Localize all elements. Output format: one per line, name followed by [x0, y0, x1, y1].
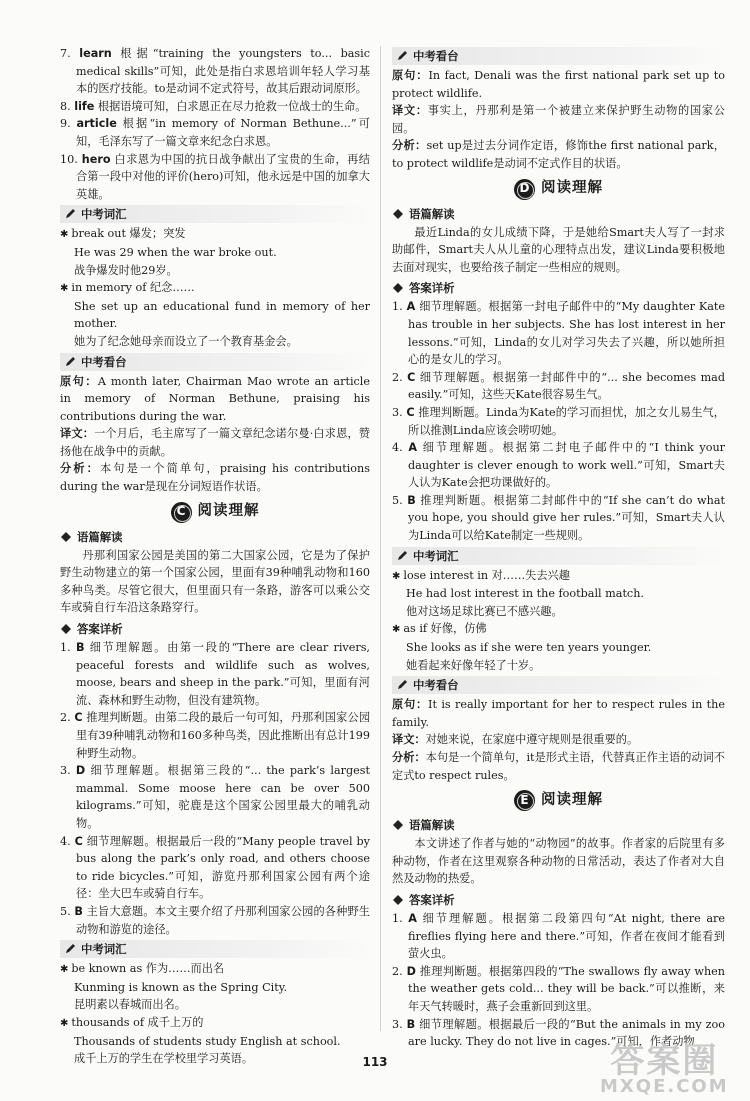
explanation-text: 根据“in memory of Norman Bethune...”可知，毛泽东写了一篇文章来纪念白求恩。: [76, 117, 370, 148]
passage-summary: 本文讲述了作者与她的“动物园”的故事。作者家的后院里有多种动物，作者在这里观察各种动物的日常活动，表达了作者对大自然及动物的热爱。: [392, 837, 725, 886]
answer-item: [60, 903, 370, 938]
pen-icon: [64, 943, 76, 955]
example-english: Kunming is known as the Spring City.: [74, 980, 288, 994]
vocab-term-text: be known as 作为……而出名: [71, 962, 225, 976]
section-title: 阅读理解: [541, 180, 603, 197]
example-chinese: 她看起来好像年轻了十岁。: [406, 658, 541, 672]
answer-key: B: [406, 1017, 416, 1031]
asterisk-icon: ✱: [60, 1017, 69, 1029]
answer-key: C: [74, 711, 83, 725]
answer-item: [392, 910, 725, 963]
answer-item: [392, 298, 725, 368]
explanation-text: 细节理解题。根据最后一段的“Many people travel by bus along the park’s only road, and others choose to ride bicycles.”可知，游览丹那利国家公园有两个途径：坐大巴车或骑自行车。: [76, 834, 370, 901]
item-number: 7.: [60, 47, 71, 60]
passage-summary: 丹那利国家公园是美国的第二大国家公园，它是为了保护野生动物建立的第一个国家公园，里面有39种哺乳动物和160多种鸟类。尽管它很大，但里面只有一条路，游客可以乘公交车或骑自行车沿这条路穿行。: [60, 548, 370, 615]
page-number: 113: [362, 1055, 388, 1069]
vocab-term-text: lose interest in 对……失去兴趣: [403, 568, 570, 582]
answer-key: hero: [81, 152, 111, 166]
column-divider: [380, 46, 381, 1031]
item-number: 9.: [60, 117, 71, 131]
original-sentence: 原句：It is really important for her to respect rules in the family.: [392, 698, 725, 729]
watermark: [600, 1041, 729, 1097]
asterisk-icon: ✱: [60, 229, 69, 241]
example-english: He had lost interest in the football match.: [406, 587, 644, 601]
translation: 译文：对她来说，在家庭中遵守规则是很重要的。: [392, 733, 639, 747]
item-number: 3.: [392, 405, 403, 419]
answers-heading: 答案详析: [60, 620, 370, 638]
analysis: 分析：本句是一个简单句，it是形式主语，代替真正作主语的动词不定式to respect rules。: [392, 751, 725, 782]
example-english: He was 29 when the war broke out.: [74, 245, 277, 259]
answer-item: [392, 963, 725, 1016]
explanation-text: 根据“training the youngsters to... basic medical skills”可知，此处是指白求恩培训年轻人学习基本的医疗技能。to是动词不定式符号，故其后跟动词原形。: [76, 47, 370, 96]
item-number: 4.: [60, 834, 71, 848]
watermark-logo-text: 答案圈: [610, 1041, 719, 1081]
item-number: 2.: [392, 370, 403, 384]
diamond-icon: [392, 819, 404, 831]
answer-item: [60, 762, 370, 832]
vocab-term-text: as if 好像，仿佛: [403, 622, 487, 636]
explanation-text: 根据语境可知，白求恩正在尽力抢救一位战士的生命。: [94, 99, 367, 113]
example-chinese: 她为了纪念她母亲而设立了一个教育基金会。: [74, 334, 298, 348]
translation: 译文：事实上，丹那利是第一个被建立来保护野生动物的国家公园。: [392, 104, 725, 135]
section-c-header: [60, 502, 370, 523]
analysis: 分析：set up是过去分词作定语，修饰the first national park，to protect wildlife是动词不定式作目的状语。: [392, 139, 725, 170]
original-sentence: 原句：A month later, Chairman Mao wrote an article in memory of Norman Bethune, praising his contributions during the war.: [60, 374, 370, 423]
example-english: Thousands of students study English at school.: [74, 1034, 341, 1048]
explanation-text: 白求恩为中国的抗日战争献出了宝贵的生命，再结合第一段中对他的评价(hero)可知，他永远是中国的加拿大英雄。: [76, 152, 370, 201]
answer-item: [60, 45, 370, 98]
explanation-text: 细节理解题。根据第二封电子邮件中的“I think your daughter is clever enough to work well.”可知，Smart夫人认为Kate会把功课做好的。: [408, 441, 725, 490]
focus-heading: 中考看台: [392, 676, 725, 694]
vocab-heading: 中考词汇: [392, 547, 725, 565]
answer-key: life: [74, 99, 95, 113]
diamond-icon: [60, 623, 72, 635]
vocab-term: [60, 279, 370, 298]
summary-heading: 语篇解读: [60, 528, 370, 546]
answers-heading: 答案详析: [392, 891, 725, 909]
item-number: 8.: [60, 99, 71, 113]
item-number: 2.: [60, 711, 71, 725]
answer-key: D: [75, 764, 86, 778]
explanation-text: 细节理解题。根据第一封邮件中的“... she becomes mad easily.”可知，这些天Kate很容易生气。: [408, 370, 726, 402]
answer-item: [60, 151, 370, 204]
asterisk-icon: ✱: [60, 964, 69, 976]
section-d-header: [392, 179, 725, 200]
example-chinese: 成千上万的学生在学校里学习英语。: [74, 1052, 254, 1066]
vocab-term: [60, 1014, 370, 1033]
asterisk-icon: ✱: [392, 570, 401, 582]
item-number: 1.: [60, 641, 71, 655]
example-chinese: 昆明素以春城而出名。: [74, 998, 186, 1012]
vocab-term: [392, 620, 725, 639]
section-letter-badge: E: [514, 790, 535, 811]
answer-item: [60, 115, 370, 150]
asterisk-icon: ✱: [60, 283, 69, 295]
explanation-text: 主旨大意题。本文主要介绍了丹那利国家公园的各种野生动物和游览的途径。: [76, 904, 370, 936]
pen-icon: [64, 356, 76, 368]
answer-item: [60, 709, 370, 762]
focus-heading: 中考看台: [60, 353, 370, 371]
answer-item: [392, 439, 725, 492]
diamond-icon: [392, 894, 404, 906]
answer-item: [392, 492, 725, 545]
answer-key: B: [74, 904, 83, 918]
asterisk-icon: ✱: [392, 624, 401, 636]
section-letter-badge: C: [171, 502, 192, 523]
focus-heading: 中考看台: [392, 47, 725, 65]
explanation-text: 推理判断题。根据第四段的“The swallows fly away when the weather gets cold... they will be back.”可以推断，来年天气转暖时，燕子会重新回到这里。: [408, 964, 725, 1013]
vocab-term-text: in memory of 纪念……: [71, 281, 195, 295]
answer-key: A: [408, 911, 417, 925]
item-number: 3.: [392, 1017, 403, 1031]
example-chinese: 他对这场足球比赛已不感兴趣。: [406, 604, 563, 618]
example-chinese: 战争爆发时他29岁。: [74, 263, 178, 277]
example-english: She set up an educational fund in memory of her mother.: [74, 299, 370, 331]
pen-icon: [396, 550, 408, 562]
section-letter-badge: D: [514, 179, 535, 200]
vocab-heading: 中考词汇: [60, 205, 370, 223]
item-number: 1.: [392, 300, 403, 314]
section-title: 阅读理解: [541, 791, 603, 808]
answer-item: [60, 639, 370, 709]
example-english: She looks as if she were ten years younger.: [406, 641, 652, 655]
answer-key: learn: [79, 47, 112, 60]
explanation-text: 推理判断题。Linda为Kate的学习而担忧，加之女儿易生气，所以推测Linda应该会唠叨她。: [408, 405, 725, 437]
item-number: 5.: [392, 493, 403, 507]
explanation-text: 细节理解题。根据第一封电子邮件中的“My daughter Kate has trouble in her subjects. She has lost interest in her lessons.”可知，Linda的女儿对学习失去了兴趣，所以她所担心的是女儿的学习。: [408, 300, 725, 367]
answers-heading: 答案详析: [392, 279, 725, 297]
original-sentence: 原句：In fact, Denali was the first national park set up to protect wildlife.: [392, 69, 725, 100]
diamond-icon: [392, 282, 404, 294]
explanation-text: 细节理解题。根据第二段第四句“At night, there are fireflies flying here and there.”可知，作者在夜间才能看到萤火虫。: [408, 911, 725, 961]
answer-key: C: [74, 834, 83, 848]
answer-key: article: [76, 117, 117, 131]
answer-key: C: [407, 370, 416, 384]
vocab-term-text: thousands of 成千上万的: [71, 1015, 204, 1029]
explanation-text: 推理判断题。由第二段的最后一句可知，丹那利国家公园里有39种哺乳动物和160多种鸟类，因此推断出有总计199种野生动物。: [76, 711, 371, 760]
right-column: [392, 45, 725, 1051]
watermark-url: MXQE.COM: [600, 1076, 729, 1097]
translation: 译文：一个月后，毛主席写了一篇文章纪念诺尔曼·白求恩，赞扬他在战争中的贡献。: [60, 427, 370, 458]
vocab-heading: 中考词汇: [60, 940, 370, 958]
explanation-text: 推理判断题。根据第二封邮件中的“If she can’t do what you hope, you should give her rules.”可知，Smart夫人认为Linda可以给Kate制定一些规则。: [408, 493, 725, 543]
vocab-term: [60, 225, 370, 244]
diamond-icon: [60, 531, 72, 543]
section-e-header: [392, 790, 725, 811]
answer-key: A: [406, 300, 416, 314]
item-number: 3.: [60, 764, 71, 778]
explanation-text: 细节理解题。根据第三段的“... the park’s largest mammal. Some moose here can be over 500 kilograms.”可知，驼鹿是这个国家公园里最大的哺乳动物。: [76, 764, 370, 830]
explanation-text: 细节理解题。由第一段的“There are clear rivers, peaceful forests and wildlife such as wolves, moose, bears and sheep in the park.”可知，里面有河流、森林和野生动物，但没有建筑物。: [76, 641, 370, 707]
item-number: 10.: [60, 152, 78, 166]
pen-icon: [64, 208, 76, 220]
vocab-term-text: break out 爆发；突发: [71, 227, 186, 241]
pen-icon: [396, 679, 408, 691]
explanation-text: 细节理解题。根据最后一段的“But the animals in my zoo are lucky. They do not live in cages.”可知，作者动物: [408, 1017, 725, 1049]
answer-key: C: [406, 405, 415, 419]
section-title: 阅读理解: [197, 503, 260, 520]
vocab-term: [60, 960, 370, 979]
answer-key: B: [75, 641, 85, 655]
item-number: 1.: [392, 911, 403, 925]
item-number: 4.: [392, 441, 403, 455]
answer-item: [60, 833, 370, 903]
diamond-icon: [392, 208, 404, 220]
item-number: 5.: [60, 904, 71, 918]
answer-item: [392, 369, 725, 404]
answer-item: [60, 98, 370, 116]
analysis: 分析：本句是一个简单句，praising his contributions during the war是现在分词短语作状语。: [60, 462, 370, 494]
left-column: [60, 45, 370, 1068]
answer-key: A: [408, 441, 418, 455]
summary-heading: 语篇解读: [392, 816, 725, 834]
summary-heading: 语篇解读: [392, 205, 725, 223]
passage-summary: 最近Linda的女儿成绩下降，于是她给Smart夫人写了一封求助邮件，Smart夫人从儿童的心理特点出发，建议Linda要积极地去面对现实，也要给孩子制定一些相应的规则。: [392, 225, 725, 274]
pen-icon: [396, 50, 408, 62]
vocab-term: [392, 567, 725, 586]
answer-key: B: [407, 493, 416, 507]
item-number: 2.: [392, 964, 403, 978]
answer-item: [392, 404, 725, 439]
answer-key: D: [406, 964, 416, 978]
